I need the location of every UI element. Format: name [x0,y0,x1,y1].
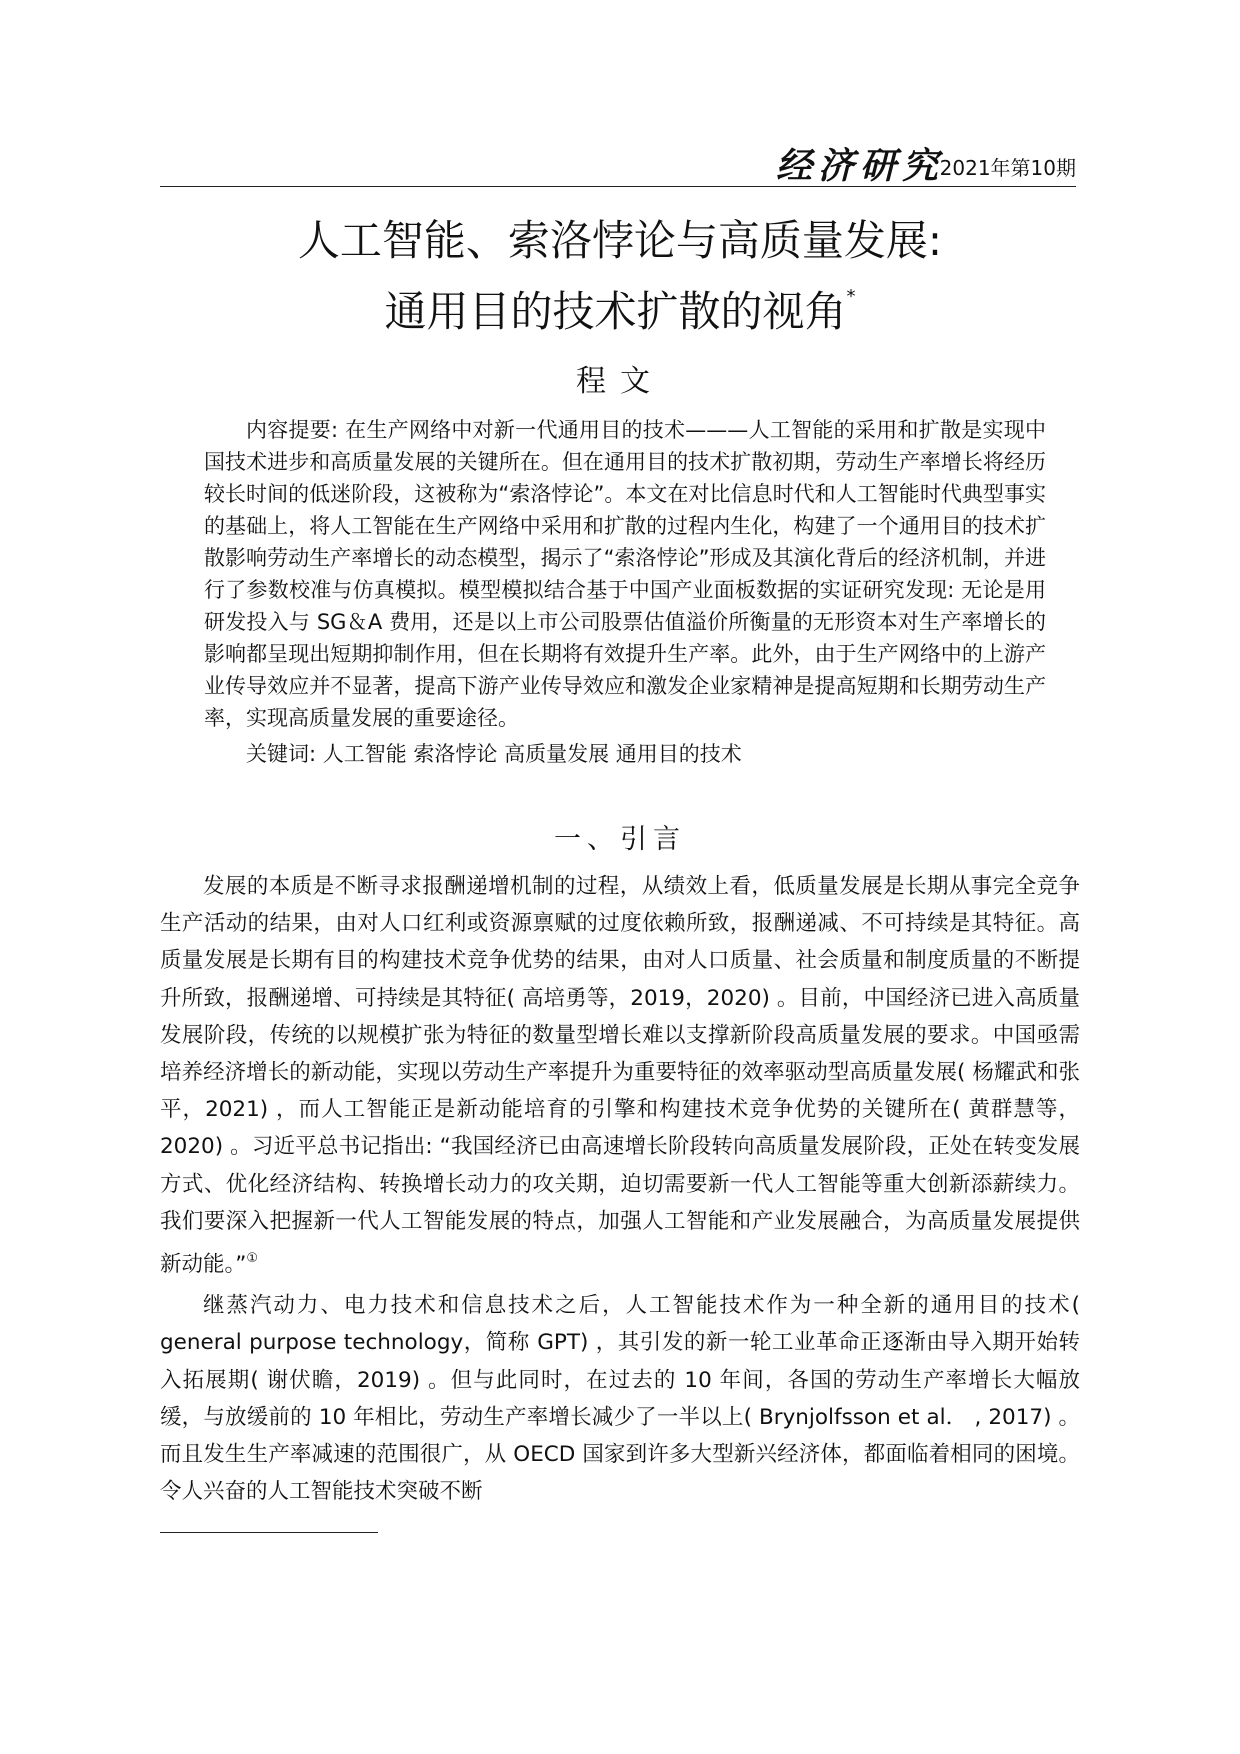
title-line-2: 通用目的技术扩散的视角* [384,286,856,336]
author-name: 程文 [576,364,664,399]
paragraph-1: 发展的本质是不断寻求报酬递增机制的过程，从绩效上看，低质量发展是长期从事完全竞争生产活动的结果，由对人口红利或资源禀赋的过度依赖所致，报酬递减、不可持续是其特征。高质量发展是长期有目的构建技术竞争优势的结果，由对人口质量、社会质量和制度质量的不断提升所致，报酬递增、可持续是其特征( 高培勇等，2019，2020) 。目前，中国经济已进入高质量发展阶段，传统的以规模扩张为特征的数量型增长难以支撑新阶段高质量发展的要求。中国亟需培养经济增长的新动能，实现以劳动生产率提升为重要特征的效率驱动型高质量发展( 杨耀武和张平，2021) ，而人工智能正是新动能培育的引擎和构建技术竞争优势的关键所在( 黄群慧等，2020) 。习近平总书记指出: “我国经济已由高速增长阶段转向高质量发展阶段，正处在转变发展方式、优化经济结构、转换增长动力的攻关期，迫切需要新一代人工智能等重大创新添薪续力。我们要深入把握新一代人工智能发展的特点，加强人工智能和产业发展融合，为高质量发展提供新动能。”① [160,874,1080,1278]
keywords: 关键词: 人工智能 索洛悖论 高质量发展 通用目的技术 [246,742,742,766]
section-heading: 一、引言 [554,824,686,855]
footnote-ref: ① [246,1251,259,1267]
title-line-1: 人工智能、索洛悖论与高质量发展: [297,216,943,265]
footnote-rule [160,1532,378,1533]
title-footnote-mark: * [846,286,856,307]
paragraph-2: 继蒸汽动力、电力技术和信息技术之后，人工智能技术作为一种全新的通用目的技术( general purpose technology，简称 GPT) ，其引发的新一轮工业革命正逐渐由导入期开始转入拓展期( 谢伏瞻，2019) 。但与此同时，在过去的 10 年间，各国的劳动生产率增长大幅放缓，与放缓前的 10 年相比，劳动生产率增长减少了一半以上( Brynjolfsson et al． , 2017) 。而且发生生产率减速的范围很广，从 OECD 国家到许多大型新兴经济体，都面临着相同的困境。令人兴奋的人工智能技术突破不断 [160,1293,1080,1505]
running-header [160,146,1076,187]
abstract [204,414,1046,734]
body-text [160,868,1080,1510]
abstract-text: 内容提要: 在生产网络中对新一代通用目的技术———人工智能的采用和扩散是实现中国技术进步和高质量发展的关键所在。但在通用目的技术扩散初期，劳动生产率增长将经历较长时间的低迷阶段，这被称为“索洛悖论”。本文在对比信息时代和人工智能时代典型事实的基础上，将人工智能在生产网络中采用和扩散的过程内生化，构建了一个通用目的技术扩散影响劳动生产率增长的动态模型，揭示了“索洛悖论”形成及其演化背后的经济机制，并进行了参数校准与仿真模拟。模型模拟结合基于中国产业面板数据的实证研究发现: 无论是用研发投入与 SG＆A 费用，还是以上市公司股票估值溢价所衡量的无形资本对生产率增长的影响都呈现出短期抑制作用，但在长期将有效提升生产率。此外，由于生产网络中的上游产业传导效应并不显著，提高下游产业传导效应和激发企业家精神是提高短期和长期劳动生产率，实现高质量发展的重要途径。 [204,418,1046,730]
issue-label: 2021年第10期 [939,156,1076,180]
journal-logo: 经济研究 [775,145,944,187]
